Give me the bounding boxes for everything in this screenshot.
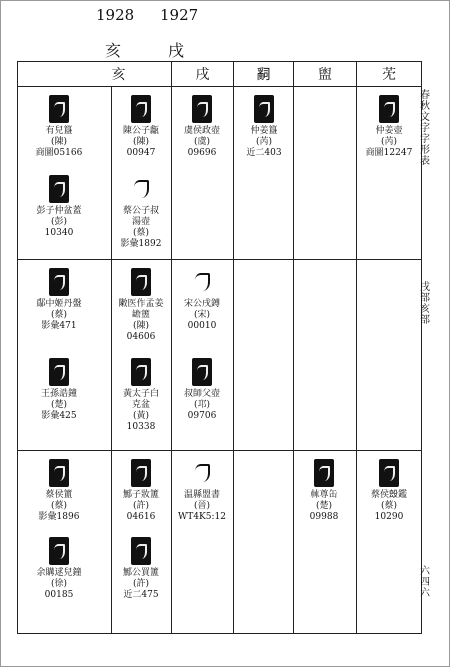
row1-cell-c2 bbox=[112, 87, 172, 260]
entry-state: (徐) bbox=[50, 579, 68, 589]
row3-cell-c4 bbox=[234, 451, 294, 634]
entry-ref: 09696 bbox=[187, 148, 217, 158]
entry-label: 仲姜簋 bbox=[250, 126, 278, 136]
entry bbox=[108, 95, 174, 159]
row1-cell-c3 bbox=[172, 87, 234, 260]
entry bbox=[169, 268, 235, 332]
entry-ref: 00947 bbox=[126, 148, 156, 158]
entry-ref: 09706 bbox=[187, 411, 217, 421]
entry-ref: 04606 bbox=[126, 332, 156, 342]
glyph-image bbox=[49, 459, 69, 487]
entry bbox=[169, 358, 235, 422]
entry-label: 有兒簋 bbox=[45, 126, 73, 136]
heading-char-xu: 戌 bbox=[168, 41, 185, 60]
glyph-image bbox=[192, 268, 212, 296]
row2-cell-c6 bbox=[357, 260, 422, 451]
entry-ref: 商圖05166 bbox=[35, 148, 83, 158]
glyph-image bbox=[192, 95, 212, 123]
entry bbox=[231, 95, 297, 159]
entry-label-line2: 湯壺 bbox=[131, 217, 150, 227]
entry-state: (楚) bbox=[50, 400, 68, 410]
glyph-table bbox=[17, 61, 422, 634]
entry-label: 王孫誥鐘 bbox=[40, 389, 77, 399]
entry bbox=[26, 95, 92, 159]
entry-label: 鄦子妝簠 bbox=[122, 490, 159, 500]
entry-ref: 10338 bbox=[126, 422, 156, 432]
glyph-image bbox=[49, 268, 69, 296]
glyph-image bbox=[379, 459, 399, 487]
entry-state: (蔡) bbox=[50, 310, 68, 320]
entry-state: (黃) bbox=[132, 411, 150, 421]
entry-state: (虞) bbox=[193, 137, 211, 147]
entry-state: (宋) bbox=[193, 310, 211, 320]
column-header-col3: 𤔲 bbox=[234, 62, 294, 87]
entry-label: 余購逑兒鐘 bbox=[36, 568, 82, 578]
page-number: 六四六 bbox=[420, 566, 430, 599]
row3-cell-c6 bbox=[357, 451, 422, 634]
glyph-image bbox=[131, 537, 151, 565]
entry bbox=[26, 268, 92, 332]
glyph-image bbox=[131, 175, 151, 203]
row1-cell-c1 bbox=[18, 87, 112, 260]
entry-state: (楚) bbox=[315, 501, 333, 511]
entry bbox=[26, 175, 92, 239]
entry-state: (晉) bbox=[193, 501, 211, 511]
entry bbox=[356, 459, 422, 523]
entry-label: 虞侯政壺 bbox=[183, 126, 220, 136]
entry bbox=[108, 175, 174, 250]
entry bbox=[108, 358, 174, 433]
entry-label: 宋公戌鎛 bbox=[183, 299, 220, 309]
entry-label: 叔師父壺 bbox=[183, 389, 220, 399]
entry bbox=[26, 459, 92, 523]
entry-ref: 00010 bbox=[187, 321, 217, 331]
entry bbox=[291, 459, 357, 523]
entry-label: 彭子仲盆蓋 bbox=[36, 206, 82, 216]
entry-ref: 影彙425 bbox=[41, 411, 77, 421]
entry bbox=[108, 459, 174, 523]
entry-ref: WT4K5:12 bbox=[178, 512, 226, 522]
row2-cell-c3 bbox=[172, 260, 234, 451]
column-header-xu: 戌 bbox=[172, 62, 234, 87]
row2-cell-c5 bbox=[294, 260, 357, 451]
entry-state: (陳) bbox=[132, 137, 150, 147]
row3-cell-c2 bbox=[112, 451, 172, 634]
entry-state: (芮) bbox=[255, 137, 273, 147]
glyph-image bbox=[49, 358, 69, 386]
entry bbox=[108, 268, 174, 343]
column-header-guan: 盥 bbox=[294, 62, 357, 87]
entry-state: (芮) bbox=[380, 137, 398, 147]
column-header-hai: 亥 bbox=[18, 62, 172, 87]
entry-label: 鄬中姬丹盤 bbox=[36, 299, 82, 309]
entry-label: 温縣盟書 bbox=[183, 490, 220, 500]
heading-char-hai: 亥 bbox=[105, 41, 122, 60]
glyph-image bbox=[379, 95, 399, 123]
entry bbox=[26, 537, 92, 601]
entry bbox=[26, 358, 92, 422]
entry-state: (陳) bbox=[132, 321, 150, 331]
table-row bbox=[18, 87, 422, 260]
entry-ref: 影彙471 bbox=[41, 321, 77, 331]
glyph-image bbox=[192, 459, 212, 487]
entry-label-line2: 𦉜簠 bbox=[131, 310, 150, 320]
entry-ref: 09988 bbox=[309, 512, 339, 522]
entry-ref: 00185 bbox=[44, 590, 74, 600]
entry-label: 敶医作孟姜 bbox=[118, 299, 164, 309]
entry-state: (蔡) bbox=[380, 501, 398, 511]
column-header-col5: 䒞 bbox=[357, 62, 422, 87]
row3-cell-c1 bbox=[18, 451, 112, 634]
entry-label: 黃太子白 bbox=[122, 389, 159, 399]
row1-cell-c5 bbox=[294, 87, 357, 260]
glyph-image bbox=[49, 175, 69, 203]
entry-ref: 10340 bbox=[44, 228, 74, 238]
entry-label-line2: 克盆 bbox=[131, 400, 150, 410]
row1-cell-c4 bbox=[234, 87, 294, 260]
entry bbox=[169, 95, 235, 159]
entry-label: 蔡公子叔 bbox=[122, 206, 159, 216]
char-number-1928: 1928 bbox=[96, 6, 135, 24]
entry-label: 仲姜壺 bbox=[375, 126, 403, 136]
entry-label: 陳公子甗 bbox=[122, 126, 159, 136]
entry-ref: 影彙1892 bbox=[120, 239, 162, 249]
glyph-image bbox=[314, 459, 334, 487]
glyph-image bbox=[49, 537, 69, 565]
entry-state: (陳) bbox=[50, 137, 68, 147]
row3-cell-c5 bbox=[294, 451, 357, 634]
char-number-1927: 1927 bbox=[160, 6, 199, 24]
glyph-image bbox=[131, 459, 151, 487]
glyph-image bbox=[131, 358, 151, 386]
row3-cell-c3 bbox=[172, 451, 234, 634]
sidebar-title: 春秋文字字形表 bbox=[420, 90, 430, 167]
table-row bbox=[18, 260, 422, 451]
entry-ref: 04616 bbox=[126, 512, 156, 522]
entry-ref: 近二475 bbox=[123, 590, 159, 600]
entry-state: (蔡) bbox=[50, 501, 68, 511]
entry-label: 蔡侯𣪕鑑 bbox=[370, 490, 407, 500]
entry-state: (許) bbox=[132, 501, 150, 511]
entry-state: (蔡) bbox=[132, 228, 150, 238]
entry-ref: 10290 bbox=[374, 512, 404, 522]
entry-ref: 影彙1896 bbox=[38, 512, 80, 522]
row2-cell-c1 bbox=[18, 260, 112, 451]
row1-cell-c6 bbox=[357, 87, 422, 260]
glyph-image bbox=[131, 268, 151, 296]
glyph-image bbox=[192, 358, 212, 386]
row2-cell-c4 bbox=[234, 260, 294, 451]
entry-state: (彭) bbox=[50, 217, 68, 227]
entry-label: 𣏟尊缶 bbox=[310, 490, 338, 500]
entry bbox=[169, 459, 235, 523]
table-row bbox=[18, 451, 422, 634]
entry-ref: 商圖12247 bbox=[365, 148, 413, 158]
entry-state: (邛) bbox=[193, 400, 211, 410]
entry bbox=[356, 95, 422, 159]
glyph-image bbox=[131, 95, 151, 123]
row2-cell-c2 bbox=[112, 260, 172, 451]
glyph-image bbox=[49, 95, 69, 123]
entry-label: 鄦公買簠 bbox=[122, 568, 159, 578]
entry bbox=[108, 537, 174, 601]
sidebar-section: 戌部 亥部 bbox=[420, 282, 430, 326]
entry-ref: 近二403 bbox=[246, 148, 282, 158]
glyph-image bbox=[254, 95, 274, 123]
entry-state: (許) bbox=[132, 579, 150, 589]
entry-label: 蔡侯簠 bbox=[45, 490, 73, 500]
header-row bbox=[18, 62, 422, 87]
